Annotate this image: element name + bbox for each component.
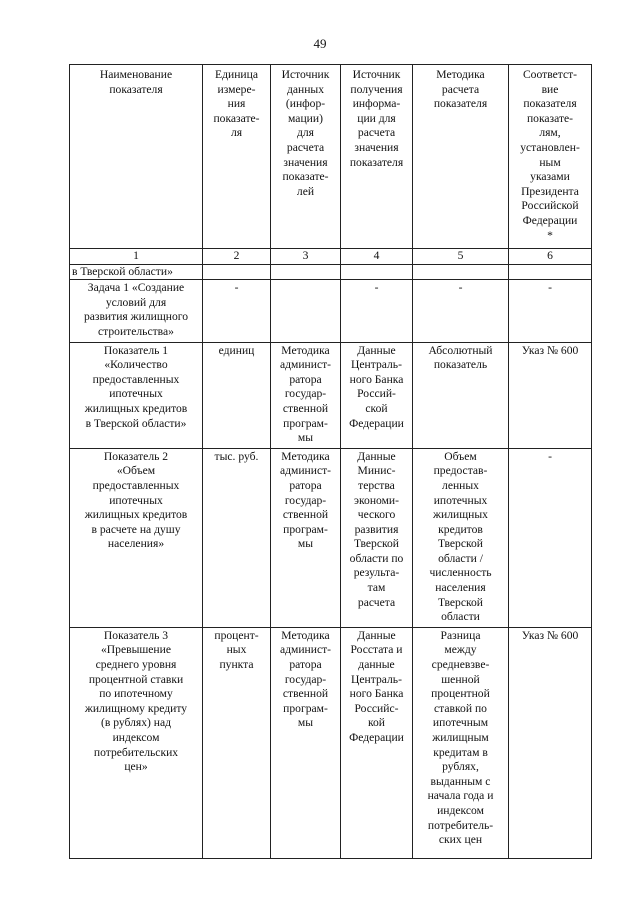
cell-decree: - (509, 448, 592, 627)
cell-indicator-name: Задача 1 «Создание условий для развития жилищного строительства» (70, 280, 203, 342)
cell-calc-method: Объем предостав- ленных ипотечных жилищных кредитов Тверской области / численность населения Тверской области (413, 448, 509, 627)
column-number: 5 (413, 249, 509, 265)
empty-cell (509, 264, 592, 280)
empty-cell (341, 264, 413, 280)
cell-unit: - (203, 280, 271, 342)
cell-info-origin: - (341, 280, 413, 342)
table-row (70, 627, 592, 858)
cell-data-source: Методика админист- ратора государ- ственной програм- мы (271, 448, 341, 627)
header-info-origin: Источник получения информа- ции для расчета значения показателя (341, 65, 413, 249)
column-number: 3 (271, 249, 341, 265)
indicator-table (69, 64, 592, 859)
table-row (70, 448, 592, 627)
cell-decree: Указ № 600 (509, 627, 592, 858)
cell-unit: тыс. руб. (203, 448, 271, 627)
cell-indicator-name: Показатель 1 «Количество предоставленных ипотечных жилищных кредитов в Тверской области» (70, 342, 203, 448)
empty-cell (271, 264, 341, 280)
table-row (70, 280, 592, 342)
column-number-row (70, 249, 592, 265)
cell-indicator-name: Показатель 3 «Превышение среднего уровня процентной ставки по ипотечному жилищному кредиту (в рублях) над индексом потребительских цен» (70, 627, 203, 858)
cell-decree: - (509, 280, 592, 342)
cell-data-source (271, 280, 341, 342)
empty-cell (203, 264, 271, 280)
header-unit: Единица измере- ния показате- ля (203, 65, 271, 249)
header-decree-compliance: Соответст- вие показателя показате- лям, установлен- ным указами Президента Российской Федерации * (509, 65, 592, 249)
cell-calc-method: - (413, 280, 509, 342)
column-number: 2 (203, 249, 271, 265)
column-number: 1 (70, 249, 203, 265)
cell-unit: процент- ных пункта (203, 627, 271, 858)
table-row (70, 342, 592, 448)
page-number: 49 (313, 36, 327, 51)
continuation-row (70, 264, 592, 280)
cell-info-origin: Данные Минис- терства экономи- ческого развития Тверской области по результа- там расчета (341, 448, 413, 627)
column-number: 6 (509, 249, 592, 265)
cell-decree: Указ № 600 (509, 342, 592, 448)
cell-info-origin: Данные Росстата и данные Централь- ного Банка Российс- кой Федерации (341, 627, 413, 858)
cell-indicator-name: Показатель 2 «Объем предоставленных ипотечных жилищных кредитов в расчете на душу населения» (70, 448, 203, 627)
table-header-row (70, 65, 592, 249)
header-data-source: Источник данных (инфор- мации) для расчета значения показате- лей (271, 65, 341, 249)
cell-data-source: Методика админист- ратора государ- ственной програм- мы (271, 342, 341, 448)
continuation-text: в Тверской области» (70, 264, 203, 280)
empty-cell (413, 264, 509, 280)
header-indicator-name: Наименование показателя (70, 65, 203, 249)
cell-calc-method: Абсолютный показатель (413, 342, 509, 448)
cell-info-origin: Данные Централь- ного Банка Россий- ской Федерации (341, 342, 413, 448)
cell-calc-method: Разница между средневзве- шенной процентной ставкой по ипотечным жилищным кредитам в рублях, выданным с начала года и индексом потребитель- ских цен (413, 627, 509, 858)
cell-unit: единиц (203, 342, 271, 448)
cell-data-source: Методика админист- ратора государ- ственной програм- мы (271, 627, 341, 858)
header-calc-method: Методика расчета показателя (413, 65, 509, 249)
column-number: 4 (341, 249, 413, 265)
